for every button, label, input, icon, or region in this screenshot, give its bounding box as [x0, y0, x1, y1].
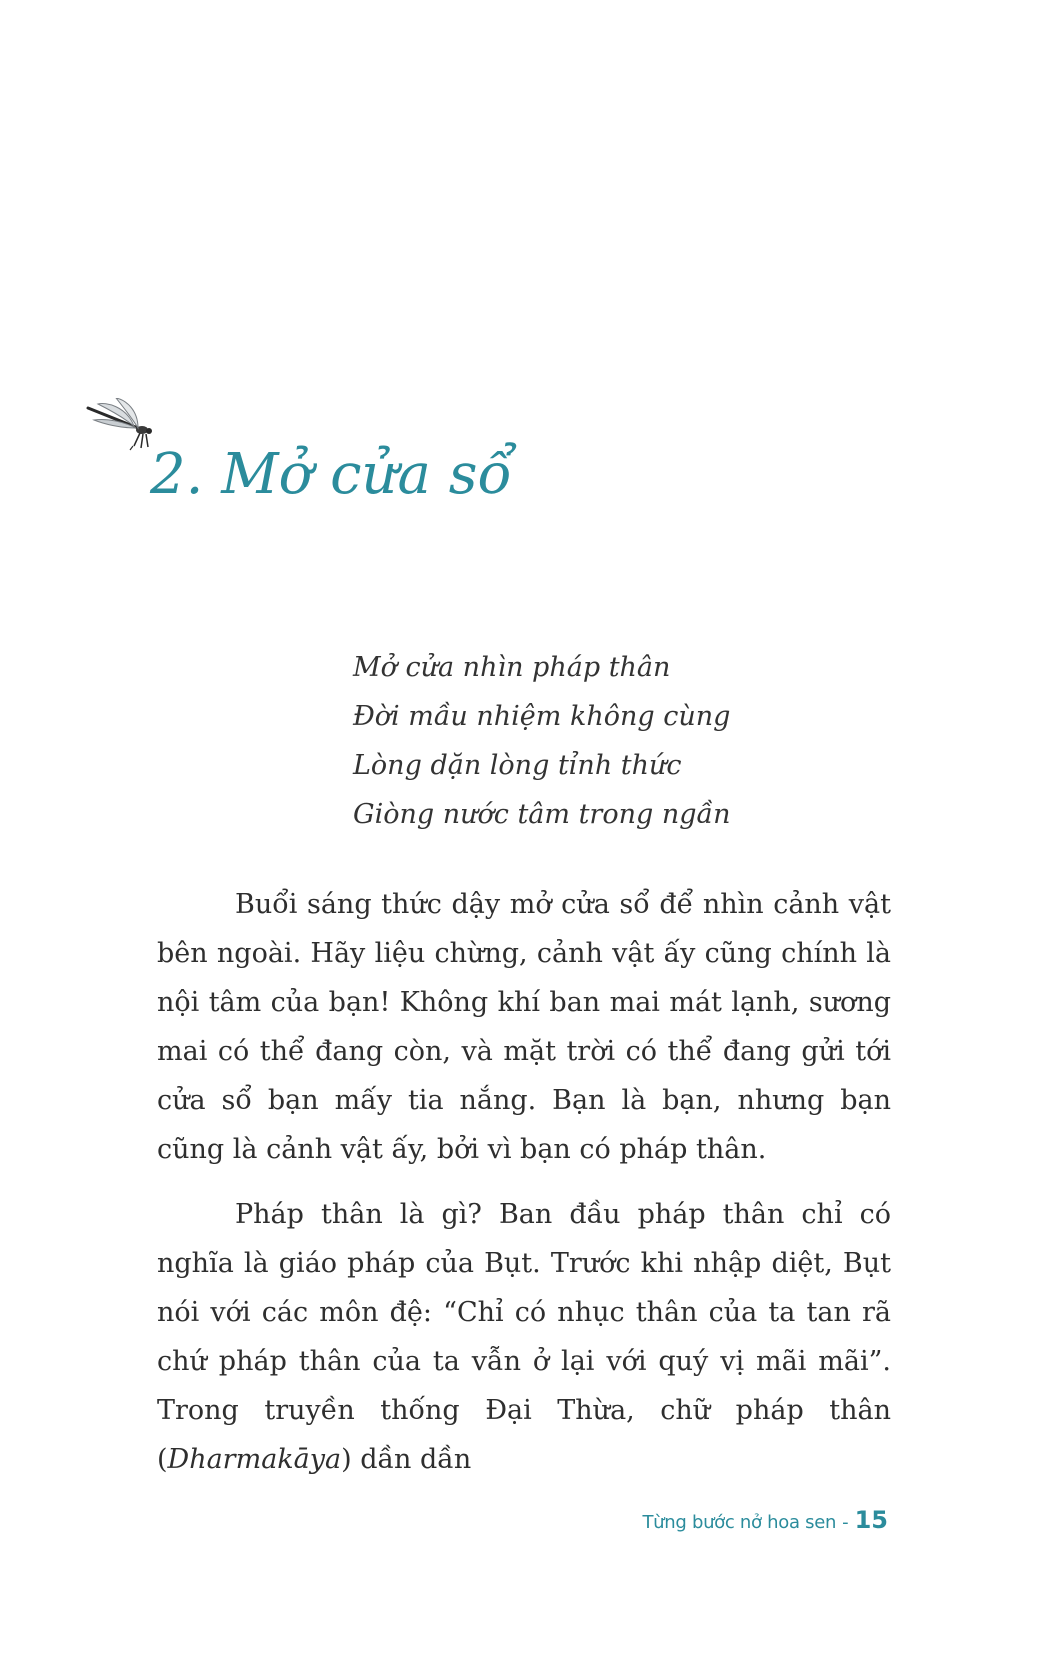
paragraph: Buổi sáng thức dậy mở cửa sổ để nhìn cảnh vật bên ngoài. Hãy liệu chừng, cảnh vật ấy cũng chính là nội tâm của bạn! Không khí ban mai mát lạnh, sương mai có thể đang còn, và mặt trời có thể đang gửi tới cửa sổ bạn mấy tia nắng. Bạn là bạn, nhưng bạn cũng là cảnh vật ấy, bởi vì bạn có pháp thân.	[157, 889, 891, 1165]
paragraph	[157, 1190, 891, 1484]
footer-book-title: Từng bước nở hoa sen	[642, 1512, 837, 1533]
chapter-title: 2. Mở cửa sổ	[150, 442, 512, 507]
poem-line: Lòng dặn lòng tỉnh thức	[353, 750, 682, 781]
poem-line: Đời mầu nhiệm không cùng	[353, 701, 731, 732]
italic-term: Dharmakāya	[167, 1444, 342, 1475]
page-footer	[642, 1506, 888, 1534]
paragraph-text: Pháp thân là gì? Ban đầu pháp thân chỉ có nghĩa là giáo pháp của Bụt. Trước khi nhập diệt, Bụt nói với các môn đệ: “Chỉ có nhục thân của ta tan rã chứ pháp thân của ta vẫn ở lại với quý vị mãi mãi”. Trong truyền thống Đại Thừa, chữ pháp thân (	[157, 1199, 891, 1475]
poem	[353, 643, 730, 839]
poem-line: Giòng nước tâm trong ngần	[353, 799, 731, 830]
page-number: 15	[854, 1506, 888, 1534]
poem-line: Mở cửa nhìn pháp thân	[353, 652, 671, 683]
footer-separator: -	[842, 1512, 849, 1533]
body-text	[157, 880, 891, 1500]
paragraph-text: ) dần dần	[341, 1444, 472, 1475]
